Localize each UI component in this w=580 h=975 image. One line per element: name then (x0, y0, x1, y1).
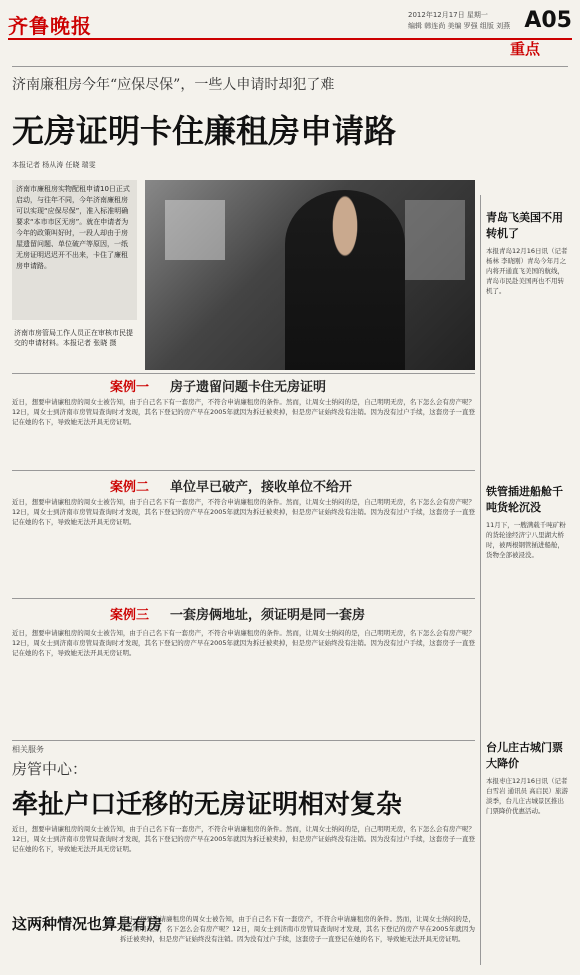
divider (12, 470, 475, 471)
related-label: 相关服务 (12, 745, 44, 754)
sidebar-headline: 铁管插进船舱千吨货轮沉没 (486, 485, 563, 514)
photo-person (285, 190, 405, 370)
page-number: A05 (524, 8, 572, 33)
divider (12, 598, 475, 599)
article-byline: 本报记者 杨从涛 任晓 瑞雯 (12, 161, 96, 169)
sidebar-headline: 青岛飞美国不用转机了 (486, 211, 563, 240)
related-headline: 牵扯户口迁移的无房证明相对复杂 (12, 790, 403, 820)
column-divider (480, 195, 481, 965)
related-kicker: 房管中心： (12, 760, 88, 778)
issue-date: 2012年12月17日 星期一 (408, 11, 488, 19)
case-label: 案例一 (110, 380, 150, 395)
masthead (8, 8, 572, 40)
sidebar-body: 11月下，一艘满载千吨矿粉的货轮途经济宁八里湖大桥时，被两根钢管插进船舱，货物全部被浸没。 (486, 521, 566, 559)
case-title: 一套房俩地址，须证明是同一套房 (170, 608, 366, 623)
divider (12, 373, 475, 374)
article-body: 近日，想要申请廉租房的周女士被告知，由于自己名下有一套房产，不符合申请廉租房的条件。然而，让周女士纳闷的是，自己明明无房，名下怎么会有房产呢？12日，周女士到济南市房管局查询时才发现，其名下登记的房产早在2005年就因为拆迁被卖掉，但是房产证始终没有注销。因为没有过户手续，这套房子一直登记在她的名下，导致她无法开具无房证明。 (12, 498, 475, 526)
box-headline: 这两种情况也算是有房 (12, 915, 163, 933)
divider (12, 66, 568, 67)
article-headline: 无房证明卡住廉租房申请路 (12, 112, 397, 150)
sidebar-body: 本报青岛12月16日讯（记者 杨林 李晓刚）青岛今年月之内将开通直飞美国的航线，青岛市民赴美国再也不用转机了。 (486, 247, 568, 295)
case-label: 案例三 (110, 608, 150, 623)
case-title: 单位早已破产，接收单位不给开 (170, 480, 353, 495)
article-kicker: 济南廉租房今年“应保尽保”，一些人申请时却犯了难 (12, 77, 335, 93)
photo-background (165, 200, 225, 260)
article-body: 近日，想要申请廉租房的周女士被告知，由于自己名下有一套房产，不符合申请廉租房的条件。然而，让周女士纳闷的是，自己明明无房，名下怎么会有房产呢？12日，周女士到济南市房管局查询时才发现，其名下登记的房产早在2005年就因为拆迁被卖掉，但是房产证始终没有注销。因为没有过户手续，这套房子一直登记在她的名下，导致她无法开具无房证明。 (12, 398, 475, 426)
section-label: 重点 (509, 40, 540, 58)
case-title: 房子遗留问题卡住无房证明 (170, 380, 327, 395)
article-body: 近日，想要申请廉租房的周女士被告知，由于自己名下有一套房产，不符合申请廉租房的条件。然而，让周女士纳闷的是，自己明明无房，名下怎么会有房产呢？12日，周女士到济南市房管局查询时才发现，其名下登记的房产早在2005年就因为拆迁被卖掉，但是房产证始终没有注销。因为没有过户手续，这套房子一直登记在她的名下，导致她无法开具无房证明。 (120, 915, 475, 943)
editor-credits: 编辑 韩连尚 美编 罗强 组版 刘燕 (408, 22, 511, 30)
newspaper-logo: 齐鲁晚报 (8, 14, 92, 38)
news-photo (145, 180, 475, 370)
sidebar-body: 本报枣庄12月16日讯（记者 白雪岩 通讯员 高启民）旅游淡季，台儿庄古城景区推出门票降价优惠活动。 (486, 777, 569, 815)
case-label: 案例二 (110, 480, 150, 495)
article-body: 近日，想要申请廉租房的周女士被告知，由于自己名下有一套房产，不符合申请廉租房的条件。然而，让周女士纳闷的是，自己明明无房，名下怎么会有房产呢？12日，周女士到济南市房管局查询时才发现，其名下登记的房产早在2005年就因为拆迁被卖掉，但是房产证始终没有注销。因为没有过户手续，这套房子一直登记在她的名下，导致她无法开具无房证明。 (12, 629, 475, 657)
divider (12, 740, 475, 741)
article-intro: 济南市廉租房实物配租申请10日正式启动，与往年不同，今年济南廉租房可以实现“应保尽保”，准入标准明确要求“本市市区无房”。就在申请者为今年的政策叫好时，一段人却由于房屋遗留问题、单位破产等原因，一纸无房证明迟迟开不出来，卡住了廉租房申请路。 (12, 180, 137, 320)
sidebar-headline: 台儿庄古城门票大降价 (486, 741, 563, 770)
photo-background (405, 200, 465, 280)
photo-caption: 济南市房管局工作人员正在审核市民提交的申请材料。本报记者 张晓 摄 (14, 329, 133, 347)
article-body: 近日，想要申请廉租房的周女士被告知，由于自己名下有一套房产，不符合申请廉租房的条件。然而，让周女士纳闷的是，自己明明无房，名下怎么会有房产呢？12日，周女士到济南市房管局查询时才发现，其名下登记的房产早在2005年就因为拆迁被卖掉，但是房产证始终没有注销。因为没有过户手续，这套房子一直登记在她的名下，导致她无法开具无房证明。 (12, 825, 475, 853)
